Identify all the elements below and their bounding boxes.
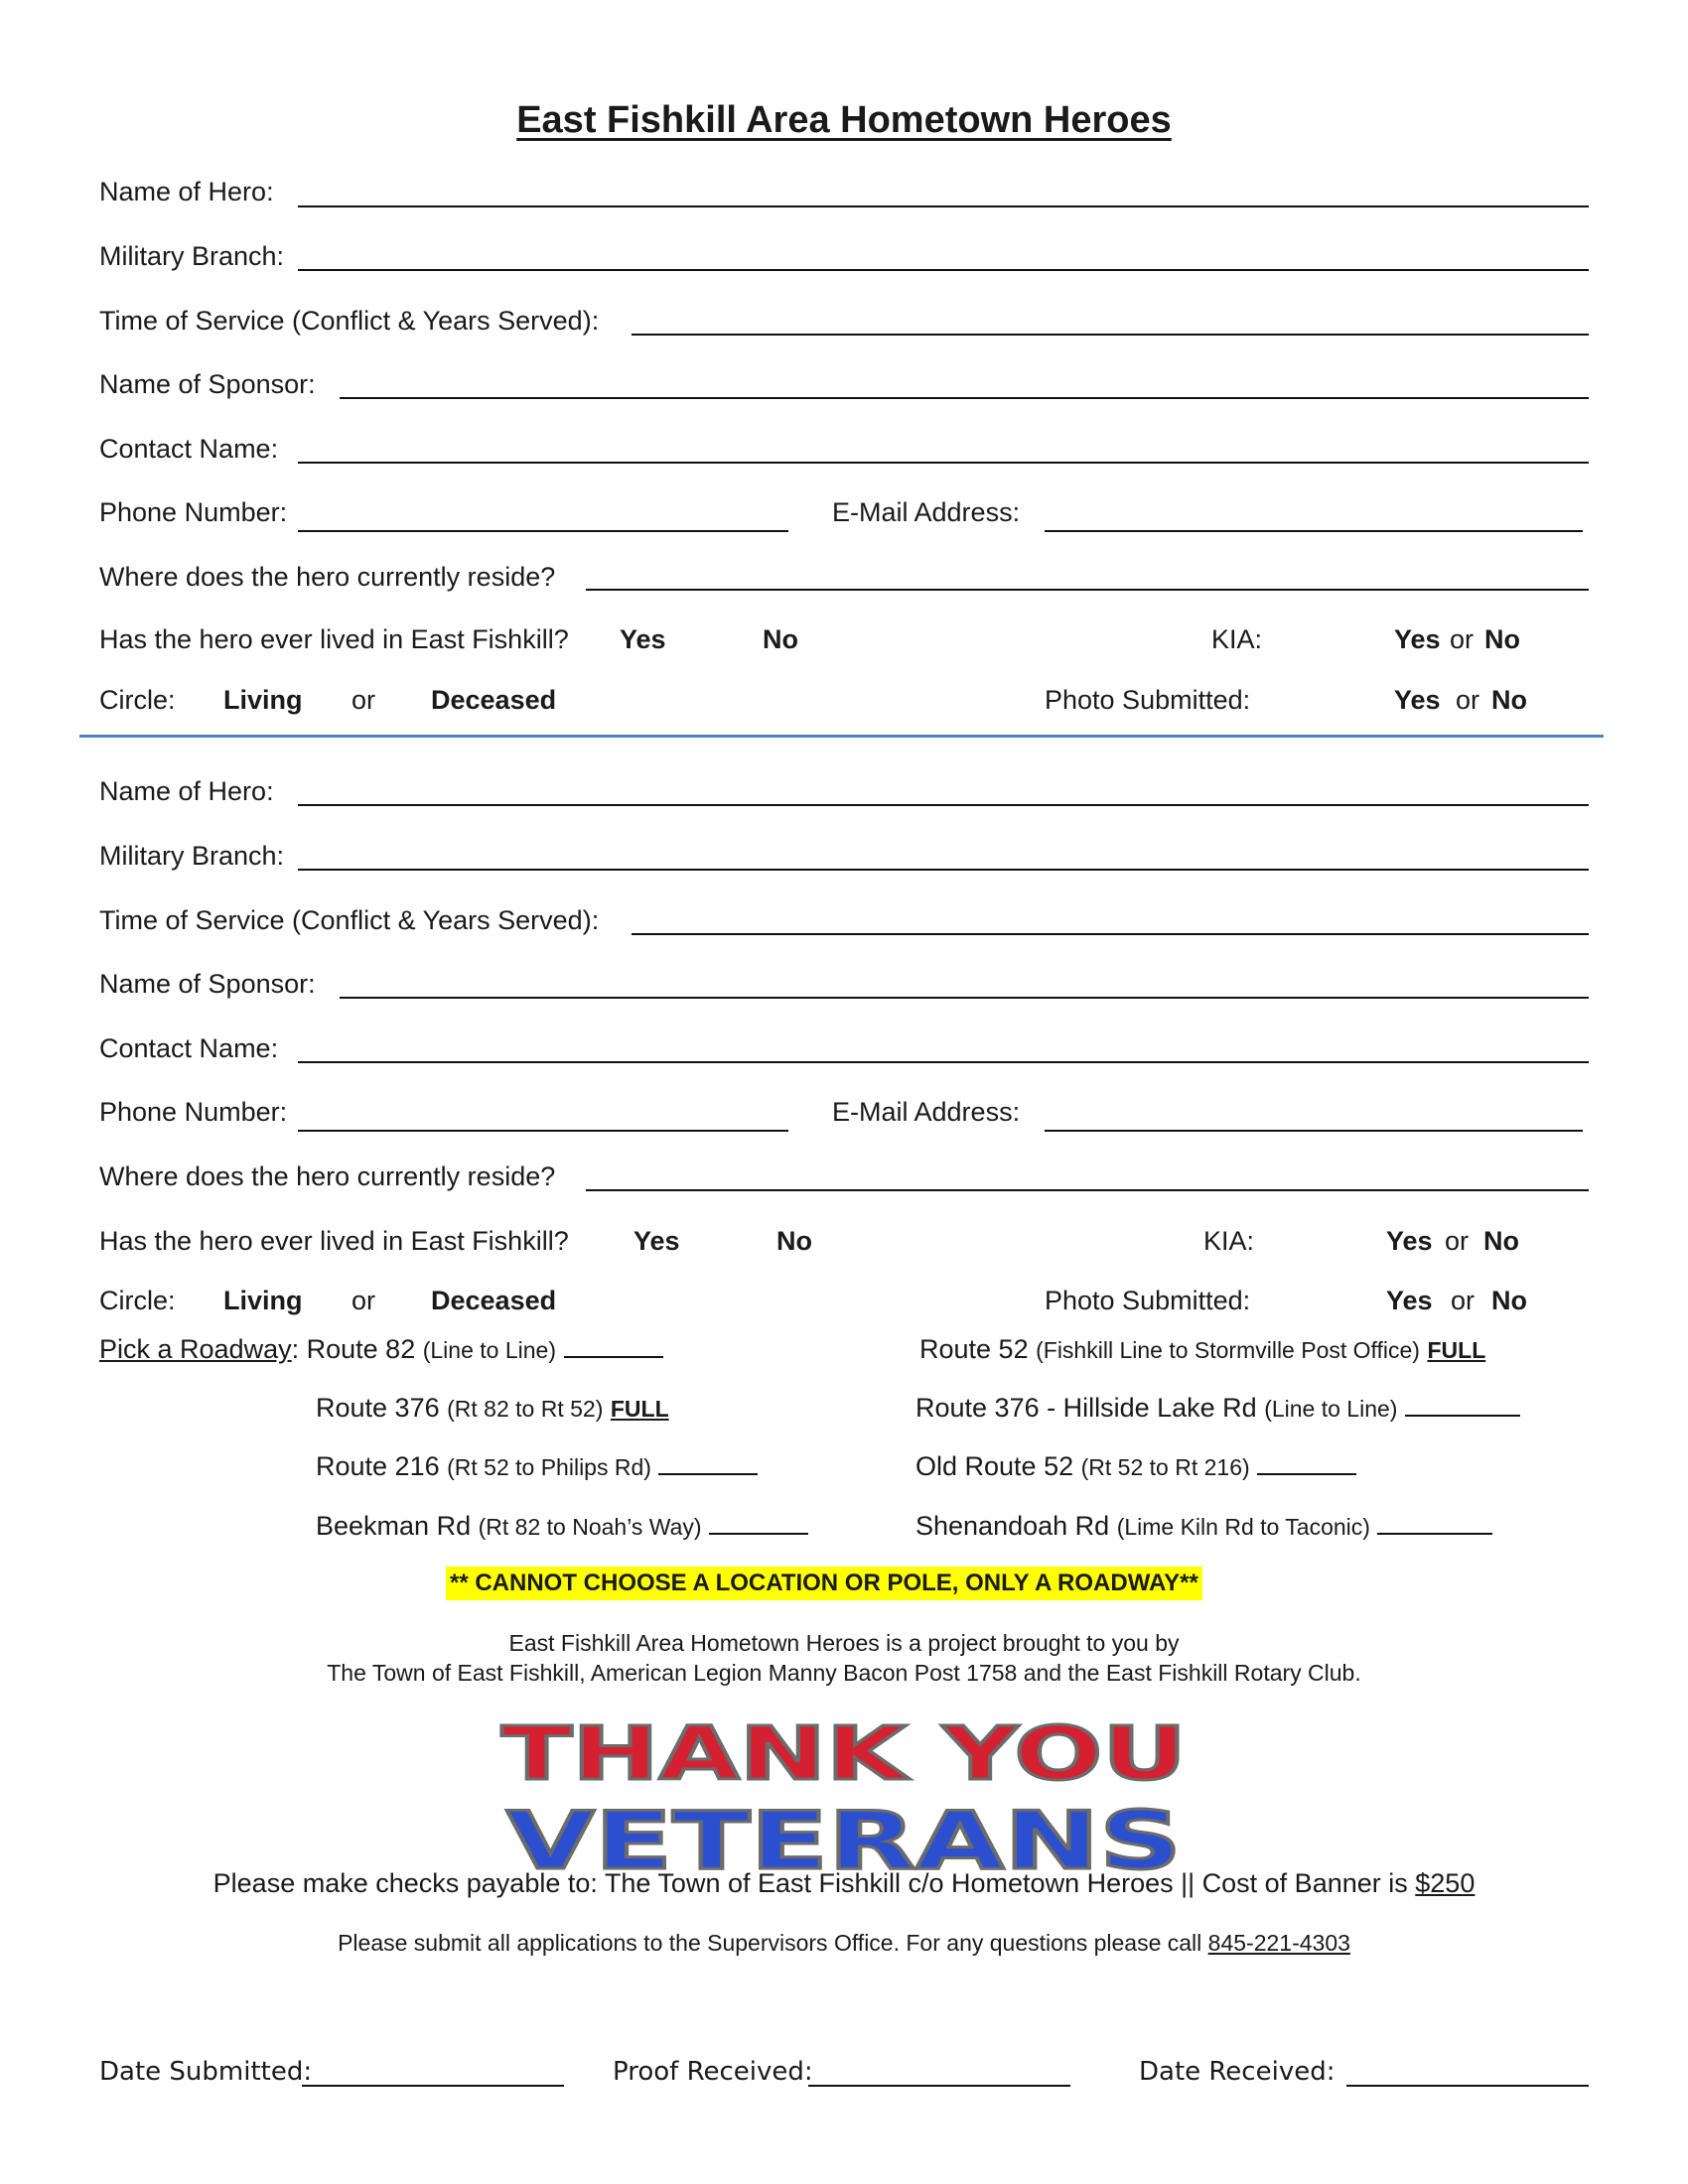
contact-phone-link[interactable]: 845-221-4303: [1207, 1930, 1350, 1956]
circle-or-text: or: [352, 1286, 376, 1315]
roadway-extent: (Rt 82 to Noah’s Way): [478, 1514, 702, 1540]
roadway-blank[interactable]: [1405, 1415, 1520, 1417]
proof-received-label: Proof Received:: [613, 2057, 813, 2087]
time-of-service-label: Time of Service (Conflict & Years Served):: [99, 306, 600, 336]
name-of-hero-label: Name of Hero:: [99, 177, 274, 206]
time-of-service-label: Time of Service (Conflict & Years Served):: [99, 905, 600, 935]
roadway-shenandoah-rd[interactable]: [915, 1509, 1492, 1544]
roadway-old-route-52[interactable]: [915, 1449, 1356, 1484]
roadway-name: Route 52: [919, 1334, 1029, 1364]
submit-instructions: Please submit all applications to the Supervisors Office. For any questions please call 845-221-4303: [338, 1930, 1350, 1956]
roadway-blank[interactable]: [658, 1473, 758, 1475]
email-address-label: E-Mail Address:: [832, 1097, 1021, 1127]
project-credit-line-1: East Fishkill Area Hometown Heroes is a project brought to you by: [508, 1630, 1180, 1656]
photo-or-text: or: [1456, 685, 1480, 715]
circle-label: Circle:: [99, 685, 176, 715]
military-branch-label: Military Branch:: [99, 841, 285, 871]
photo-submitted-label: Photo Submitted:: [1045, 685, 1251, 715]
name-of-hero-field[interactable]: [298, 804, 1589, 806]
roadway-extent: (Rt 52 to Rt 216): [1080, 1454, 1250, 1480]
name-of-sponsor-label: Name of Sponsor:: [99, 969, 316, 999]
date-received-label: Date Received:: [1139, 2057, 1336, 2087]
roadway-extent: (Rt 52 to Philips Rd): [447, 1454, 651, 1480]
roadway-route-52[interactable]: [919, 1332, 1485, 1367]
full-badge: FULL: [610, 1396, 669, 1422]
time-of-service-field[interactable]: [632, 334, 1589, 336]
circle-label: Circle:: [99, 1286, 176, 1315]
kia-yes-option[interactable]: Yes: [1394, 624, 1441, 654]
roadway-blank[interactable]: [1377, 1533, 1492, 1535]
kia-label: KIA:: [1203, 1226, 1255, 1256]
form-title: East Fishkill Area Hometown Heroes: [516, 99, 1172, 141]
phone-number-label: Phone Number:: [99, 1097, 288, 1127]
roadway-route-216[interactable]: [316, 1449, 758, 1484]
date-received-field[interactable]: [1346, 2085, 1589, 2087]
roadway-beekman-rd[interactable]: [316, 1509, 808, 1544]
photo-no-option[interactable]: No: [1491, 1286, 1527, 1315]
reside-label: Where does the hero currently reside?: [99, 562, 556, 592]
full-badge: FULL: [1427, 1337, 1486, 1363]
roadway-extent: (Lime Kiln Rd to Taconic): [1116, 1514, 1370, 1540]
contact-name-label: Contact Name:: [99, 1033, 279, 1063]
name-of-hero-field[interactable]: [298, 205, 1589, 207]
lived-no-option[interactable]: No: [763, 624, 798, 654]
time-of-service-field[interactable]: [632, 933, 1589, 935]
reside-field[interactable]: [586, 589, 1589, 591]
roadway-blank[interactable]: [1257, 1473, 1356, 1475]
kia-label: KIA:: [1211, 624, 1263, 654]
photo-no-option[interactable]: No: [1491, 685, 1527, 715]
roadway-blank[interactable]: [709, 1533, 808, 1535]
roadway-extent: (Fishkill Line to Stormville Post Office): [1036, 1337, 1420, 1363]
kia-no-option[interactable]: No: [1483, 1226, 1519, 1256]
proof-received-field[interactable]: [808, 2085, 1070, 2087]
name-of-sponsor-field[interactable]: [340, 397, 1589, 399]
roadway-extent: (Line to Line): [1264, 1396, 1398, 1422]
phone-number-field[interactable]: [298, 1130, 788, 1132]
kia-or-text: or: [1450, 624, 1475, 654]
name-of-hero-label: Name of Hero:: [99, 776, 274, 806]
roadway-name: Beekman Rd: [316, 1511, 472, 1541]
photo-yes-option[interactable]: Yes: [1394, 685, 1441, 715]
roadway-blank[interactable]: [564, 1356, 663, 1358]
roadway-name: Route 216: [316, 1451, 440, 1481]
email-address-label: E-Mail Address:: [832, 497, 1021, 527]
name-of-sponsor-label: Name of Sponsor:: [99, 369, 316, 399]
reside-label: Where does the hero currently reside?: [99, 1161, 556, 1191]
military-branch-label: Military Branch:: [99, 241, 285, 271]
circle-or-text: or: [352, 685, 376, 715]
banner-cost: $250: [1415, 1868, 1476, 1898]
deceased-option[interactable]: Deceased: [431, 685, 557, 715]
roadway-extent: (Rt 82 to Rt 52): [447, 1396, 604, 1422]
roadway-name: Route 376: [316, 1393, 440, 1423]
photo-yes-option[interactable]: Yes: [1386, 1286, 1433, 1315]
roadway-route-82[interactable]: Pick a Roadway: Route 82 (Line to Line): [99, 1332, 663, 1367]
thank-you-veterans-banner: [493, 1709, 1195, 1886]
kia-no-option[interactable]: No: [1484, 624, 1520, 654]
roadway-name: Route 376 - Hillside Lake Rd: [915, 1393, 1257, 1423]
banner-line-1: THANK YOU: [501, 1711, 1187, 1797]
email-address-field[interactable]: [1045, 530, 1583, 532]
lived-yes-option[interactable]: Yes: [620, 624, 666, 654]
kia-yes-option[interactable]: Yes: [1386, 1226, 1433, 1256]
military-branch-field[interactable]: [298, 869, 1589, 871]
lived-in-east-fishkill-label: Has the hero ever lived in East Fishkill?: [99, 1226, 569, 1256]
kia-or-text: or: [1445, 1226, 1470, 1256]
roadway-name: Old Route 52: [915, 1451, 1074, 1481]
photo-or-text: or: [1451, 1286, 1476, 1315]
roadway-extent: (Line to Line): [422, 1337, 556, 1363]
living-option[interactable]: Living: [223, 1286, 303, 1315]
reside-field[interactable]: [586, 1189, 1589, 1191]
date-submitted-field[interactable]: [302, 2085, 564, 2087]
living-option[interactable]: Living: [223, 685, 303, 715]
military-branch-field[interactable]: [298, 269, 1589, 271]
lived-yes-option[interactable]: Yes: [633, 1226, 680, 1256]
banner-line-2: VETERANS: [506, 1795, 1182, 1886]
lived-in-east-fishkill-label: Has the hero ever lived in East Fishkill?: [99, 624, 569, 654]
photo-submitted-label: Photo Submitted:: [1045, 1286, 1251, 1315]
email-address-field[interactable]: [1045, 1130, 1583, 1132]
name-of-sponsor-field[interactable]: [340, 997, 1589, 999]
lived-no-option[interactable]: No: [776, 1226, 812, 1256]
roadway-name: Route 82: [306, 1334, 416, 1364]
roadway-warning: ** CANNOT CHOOSE A LOCATION OR POLE, ONLY A ROADWAY**: [446, 1567, 1202, 1600]
date-submitted-label: Date Submitted:: [99, 2057, 313, 2087]
contact-name-field[interactable]: [298, 462, 1589, 464]
deceased-option[interactable]: Deceased: [431, 1286, 557, 1315]
section-divider: [79, 735, 1604, 738]
roadway-route-376[interactable]: [316, 1391, 669, 1426]
roadway-route-376-hillside[interactable]: [915, 1391, 1520, 1426]
checks-payable-text: Please make checks payable to: The Town of East Fishkill c/o Hometown Heroes || Cost of Banner is $250: [212, 1868, 1476, 1898]
phone-number-field[interactable]: [298, 530, 788, 532]
contact-name-label: Contact Name:: [99, 434, 279, 464]
phone-number-label: Phone Number:: [99, 497, 288, 527]
roadway-name: Shenandoah Rd: [915, 1511, 1110, 1541]
project-credit-line-2: The Town of East Fishkill, American Legion Manny Bacon Post 1758 and the East Fishkill Rotary Club.: [327, 1660, 1361, 1686]
pick-a-roadway-label: Pick a Roadway: [99, 1334, 292, 1364]
contact-name-field[interactable]: [298, 1061, 1589, 1063]
